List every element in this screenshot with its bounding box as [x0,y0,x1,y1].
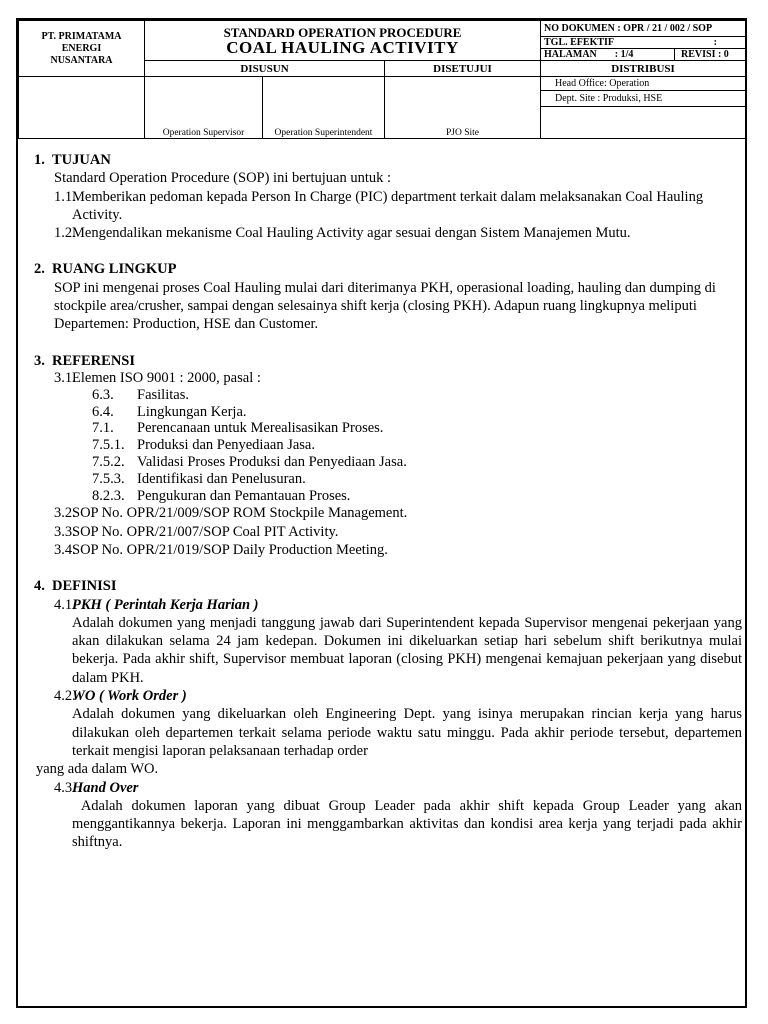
list-item: 3.4. SOP No. OPR/21/019/SOP Daily Production Meeting. [54,541,388,558]
definition-text: Adalah dokumen yang dikeluarkan oleh Engineering Dept. yang isinya merupakan rincian kerja yang harus dilakukan oleh departemen terkait selama periode waktu satu minggu. Pada akhir periode tersebut, departemen terkait mengisi laporan pelaksanaan terhadap order [72,706,742,759]
sop-title: STANDARD OPERATION PROCEDURE COAL HAULING ACTIVITY [145,21,541,61]
disetujui-header: DISETUJUI [385,61,541,77]
list-item: 8.2.3. Pengukuran dan Pemantauan Proses. [92,487,351,504]
definition-hand-over: 4.3. Hand Over [54,779,139,796]
list-item: 6.3. Fasilitas. [92,386,189,403]
distribusi-blank [541,107,746,139]
list-item: 3.2. SOP No. OPR/21/009/SOP ROM Stockpile Management. [54,505,408,522]
company-name: PT. PRIMATAMA ENERGI NUSANTARA [19,21,145,77]
distribusi-header: DISTRIBUSI [541,61,746,77]
revisi: REVISI : 0 [675,49,746,61]
section-tujuan: 1. TUJUAN [34,152,111,168]
halaman: HALAMAN : 1/4 [541,49,675,61]
definition-text-continued: yang ada dalam WO. [36,761,159,778]
role-pjo-site: PJO Site [385,77,541,139]
tgl-efektif: TGL. EFEKTIF : [541,37,746,49]
section-title: REFERENSI [52,352,135,369]
definition-text: Adalah dokumen yang menjadi tanggung jawab dari Superintendent kepada Supervisor mengenai pekerjaan yang akan dilakukan selama 24 jam kedepan. Dokumen ini dikeluarkan setiap hari sebelum shift berikutnya mulai bekerja. Pada akhir shift, Supervisor membuat laporan (closing PKH) mengenai kemajuan pekerjaan yang disebut dalam PKH. [72,614,742,686]
section-definisi: 4. DEFINISI [34,578,117,595]
section-ruang-lingkup: 2. RUANG LINGKUP [34,261,177,278]
distribusi-head-office: Head Office: Operation [541,77,746,91]
document-page [16,18,747,1008]
section-referensi: 3. REFERENSI [34,352,135,369]
no-dokumen: NO DOKUMEN : OPR / 21 / 002 / SOP [541,21,746,37]
document-body [34,151,746,852]
definition-wo: 4.2. WO ( Work Order ) [54,688,187,705]
list-item: 6.4. Lingkungan Kerja. [92,403,247,420]
list-item: 7.1. Perencanaan untuk Merealisasikan Proses. [92,420,384,437]
distribusi-dept-site: Dept. Site : Produksi, HSE [541,91,746,107]
disusun-header: DISUSUN [145,61,385,77]
role-operation-supervisor: Operation Supervisor [145,77,263,139]
section-title: DEFINISI [52,578,117,595]
list-item: 3.3. SOP No. OPR/21/007/SOP Coal PIT Activity. [54,523,339,540]
list-item: 1.1. Memberikan pedoman kepada Person In Charge (PIC) department terkait dalam melaksanakan Coal Hauling Activity. [54,188,704,223]
list-item: 1.2. Mengendalikan mekanisme Coal Hauling Activity agar sesuai dengan Sistem Manajemen Mutu. [54,225,631,242]
definition-pkh: 4.1. PKH ( Perintah Kerja Harian ) [54,596,259,613]
list-item: 3.1. Elemen ISO 9001 : 2000, pasal : [54,369,261,386]
document-header [18,20,746,139]
section-title: TUJUAN [52,152,111,168]
list-item: 7.5.2. Validasi Proses Produksi dan Penyediaan Jasa. [92,453,407,470]
role-operation-superintendent: Operation Superintendent [263,77,385,139]
ruang-lingkup-text: SOP ini mengenai proses Coal Hauling mulai dari diterimanya PKH, operasional loading, hauling dan dumping di stockpile area/crusher, sampai dengan selesainya shift kerja (closing PKH). Adapun ruang lingkupnya meliputi Departemen: Production, HSE dan Customer. [54,279,716,333]
list-item: 7.5.3. Identifikasi dan Penelusuran. [92,470,306,487]
iso-clause-list [34,387,742,505]
tujuan-intro: Standard Operation Procedure (SOP) ini bertujuan untuk : [54,170,392,187]
definition-text: Adalah dokumen laporan yang dibuat Group Leader pada akhir shift kepada Group Leader yang akan menggantikannya bekerja. Laporan ini menggambarkan aktivitas dan kondisi area kerja yang terjadi pada akhir shiftnya. [72,797,746,851]
section-title: RUANG LINGKUP [52,261,177,278]
list-item: 7.5.1. Produksi dan Penyediaan Jasa. [92,437,315,454]
header-blank [19,77,145,139]
